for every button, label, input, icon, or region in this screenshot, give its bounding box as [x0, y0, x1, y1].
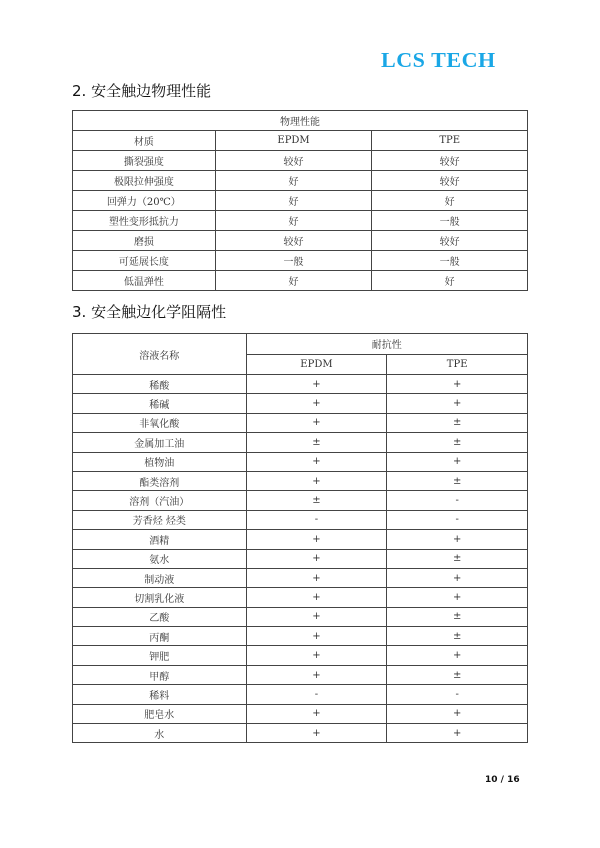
table-cell: + [246, 724, 387, 743]
table-cell: 可延展长度 [73, 251, 216, 271]
table-cell: 金属加工油 [73, 433, 247, 452]
table-cell: + [246, 375, 387, 394]
table-cell: 较好 [372, 151, 528, 171]
table-row [73, 665, 528, 684]
table-cell: - [387, 685, 528, 704]
table-cell: 较好 [215, 151, 372, 171]
table-row [73, 452, 528, 471]
table-cell: 植物油 [73, 452, 247, 471]
table-cell: 好 [215, 211, 372, 231]
table-cell: - [246, 510, 387, 529]
table-row [73, 171, 528, 191]
table-cell: ± [246, 433, 387, 452]
table-cell: ± [387, 549, 528, 568]
table-row [73, 724, 528, 743]
column-header: EPDM [246, 354, 387, 375]
table-cell: 好 [215, 171, 372, 191]
table-cell: + [246, 588, 387, 607]
table-cell: 酯类溶剂 [73, 471, 247, 490]
table-cell: 芳香烃 烃类 [73, 510, 247, 529]
table-cell: ± [387, 627, 528, 646]
table-cell: 钾肥 [73, 646, 247, 665]
table-cell: ± [246, 491, 387, 510]
company-logo: LCS TECH [381, 48, 496, 72]
solution-name-header: 溶液名称 [73, 334, 247, 375]
table-row [73, 271, 528, 291]
column-header: EPDM [215, 131, 372, 151]
table-cell: ± [387, 607, 528, 626]
table-cell: - [387, 491, 528, 510]
table-row [73, 549, 528, 568]
table-cell: + [246, 704, 387, 723]
table-cell: 肥皂水 [73, 704, 247, 723]
table-cell: + [246, 471, 387, 490]
table-cell: ± [387, 665, 528, 684]
table-row [73, 191, 528, 211]
table-cell: - [387, 510, 528, 529]
table-cell: 酒精 [73, 530, 247, 549]
table-cell: 稀酸 [73, 375, 247, 394]
table-cell: + [246, 452, 387, 471]
table-cell: 极限拉伸强度 [73, 171, 216, 191]
resistance-group-header: 耐抗性 [246, 334, 527, 355]
table-cell: + [246, 607, 387, 626]
table-cell: 稀碱 [73, 394, 247, 413]
table-cell: 非氧化酸 [73, 413, 247, 432]
table-row [73, 231, 528, 251]
table-cell: 好 [372, 191, 528, 211]
table-cell: 一般 [215, 251, 372, 271]
table-cell: + [387, 530, 528, 549]
table-cell: + [246, 394, 387, 413]
table-cell: + [246, 549, 387, 568]
table-cell: 一般 [372, 211, 528, 231]
table-cell: 切割乳化液 [73, 588, 247, 607]
table-row [73, 394, 528, 413]
table-cell: + [246, 627, 387, 646]
table-row [73, 588, 528, 607]
table-cell: 较好 [372, 171, 528, 191]
table-header-row [73, 334, 528, 355]
table-cell: 磨损 [73, 231, 216, 251]
table-title-row [73, 111, 528, 131]
table-cell: + [387, 452, 528, 471]
page-number: 10 / 16 [485, 775, 520, 785]
table-cell: 一般 [372, 251, 528, 271]
table-cell: + [246, 646, 387, 665]
table-cell: 溶剂（汽油） [73, 491, 247, 510]
table-row [73, 530, 528, 549]
section-heading-chemical-resistance: 3. 安全触边化学阻隔性 [72, 303, 227, 321]
table-cell: 好 [372, 271, 528, 291]
table-row [73, 627, 528, 646]
table-cell: 较好 [215, 231, 372, 251]
table-cell: ± [387, 471, 528, 490]
table-row [73, 607, 528, 626]
table-row [73, 151, 528, 171]
table-cell: 制动液 [73, 568, 247, 587]
table-cell: 塑性变形抵抗力 [73, 211, 216, 231]
table-row [73, 471, 528, 490]
table-cell: ± [387, 433, 528, 452]
table-header-row [73, 131, 528, 151]
table-row [73, 646, 528, 665]
table-cell: 水 [73, 724, 247, 743]
table-cell: + [246, 568, 387, 587]
table-cell: + [387, 646, 528, 665]
column-header: TPE [387, 354, 528, 375]
table-cell: + [387, 568, 528, 587]
table-cell: + [387, 588, 528, 607]
column-header: 材质 [73, 131, 216, 151]
table-cell: 氨水 [73, 549, 247, 568]
column-header: TPE [372, 131, 528, 151]
table-row [73, 413, 528, 432]
table-row [73, 491, 528, 510]
table-cell: + [387, 724, 528, 743]
table-cell: 好 [215, 191, 372, 211]
table-cell: + [246, 665, 387, 684]
table-cell: + [387, 375, 528, 394]
table-cell: ± [387, 413, 528, 432]
table-cell: - [246, 685, 387, 704]
table-cell: + [387, 394, 528, 413]
table-row [73, 510, 528, 529]
table-cell: + [246, 530, 387, 549]
table-cell: 好 [215, 271, 372, 291]
section-heading-physical-properties: 2. 安全触边物理性能 [72, 82, 212, 100]
table-cell: 回弹力（20℃） [73, 191, 216, 211]
physical-properties-table [72, 110, 528, 291]
table-row [73, 251, 528, 271]
table-cell: 低温弹性 [73, 271, 216, 291]
table-row [73, 211, 528, 231]
table-title: 物理性能 [73, 111, 528, 131]
table-cell: 乙酸 [73, 607, 247, 626]
table-cell: 撕裂强度 [73, 151, 216, 171]
table-cell: 甲醇 [73, 665, 247, 684]
table-cell: + [387, 704, 528, 723]
table-cell: 较好 [372, 231, 528, 251]
table-row [73, 685, 528, 704]
table-row [73, 375, 528, 394]
table-cell: 稀料 [73, 685, 247, 704]
table-row [73, 704, 528, 723]
table-cell: 丙酮 [73, 627, 247, 646]
table-row [73, 568, 528, 587]
table-row [73, 433, 528, 452]
chemical-resistance-table [72, 333, 528, 743]
table-cell: + [246, 413, 387, 432]
